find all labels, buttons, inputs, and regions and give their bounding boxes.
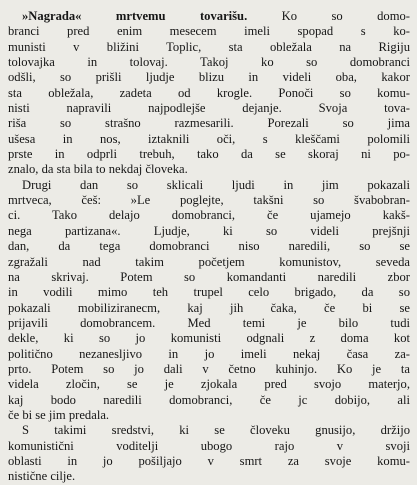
paragraph-1-line-3: munisti v bližini Toplic, sta obležala na Rigiju xyxy=(8,39,410,54)
paragraph-2-line-5: dan, da tega domobranci niso naredili, so se xyxy=(8,239,410,254)
paragraph-2-line-4: nega partizana«. Ljudje, ki so videli prejšnji xyxy=(8,223,410,238)
paragraph-2-line-6: zgražali nad takim početjem komunistov, seveda xyxy=(8,254,410,269)
paragraph-3-line-3: oblasti in jo pošiljajo v smrt za svoje komu- xyxy=(8,453,410,468)
paragraph-2-line-3: ci. Tako delajo domobranci, če ujamejo kakš- xyxy=(8,208,410,223)
paragraph-1-line-1 xyxy=(8,9,410,24)
paragraph-2-line-1: Drugi dan so sklicali ljudi in jim pokazali xyxy=(22,177,410,192)
paragraph-2-line-9: pokazali mobiliziranecm, kaj jih čaka, če bi se xyxy=(8,300,410,315)
paragraph-1-line-11: znalo, da sta bila to nekdaj človeka. xyxy=(8,162,188,177)
paragraph-1-line-10: prste in odprli trebuh, tako da se skoraj ni po- xyxy=(8,147,410,162)
paragraph-3-line-2: komunistični voditelji ubogo rajo v svoji xyxy=(8,438,410,453)
paragraph-2-line-16: če bi se jim predala. xyxy=(8,407,110,422)
paragraph-1-line-9: ušesa in nos, iztaknili oči, s kleščami polomili xyxy=(8,131,410,146)
paragraph-2-line-11: dekle, ki so jo komunisti odgnali z doma kot xyxy=(8,331,410,346)
paragraph-1-line-5: odšli, so prišli ljudje blizu in videli oba, kakor xyxy=(8,70,410,85)
paragraph-2-line-7: na skrivaj. Potem so komandanti naredili zbor xyxy=(8,269,410,284)
paragraph-1-line-6: sta obležala, zadeta od krogle. Ponoči so komu- xyxy=(8,85,410,100)
paragraph-2-line-15: kaj bodo naredili domobranci, če jc dobijo, ali xyxy=(8,392,410,407)
article-title: »Nagrada« mrtvemu tovarišu. xyxy=(22,9,248,23)
paragraph-3-line-4: nistične cilje. xyxy=(8,469,76,484)
paragraph-2-line-12: politično nezanesljivo in jo imeli nekaj časa za- xyxy=(8,346,410,361)
paragraph-2-line-14: videla zločin, se je zjokala pred svojo materjo, xyxy=(8,377,410,392)
paragraph-1-line-2: branci pred enim mesecem imeli spopad s ko- xyxy=(8,24,410,39)
paragraph-3-line-1: S takimi sredstvi, ki se človeku gnusijo, držijo xyxy=(22,423,410,438)
paragraph-2-line-8: in vodili mimo teh trupel celo brigado, da so xyxy=(8,285,410,300)
paragraph-1-line-7: nisti napravili najpodlejše dejanje. Svoja tova- xyxy=(8,101,410,116)
paragraph-1-line-4: tolovajka in tolovaj. Takoj ko so domobranci xyxy=(8,55,410,70)
paragraph-2-line-2: mrtveca, češ: »Le poglejte, takšni so švabobran- xyxy=(8,193,410,208)
paragraph-2-line-10: prijavili domobrancem. Med temi je bilo tudi xyxy=(8,315,410,330)
paragraph-1-line-8: riša so strašno razmesarili. Porezali so jima xyxy=(8,116,410,131)
paragraph-2-line-13: prto. Potem so jo dali v četno kuhinjo. Ko je ta xyxy=(8,361,410,376)
paragraph-1-line-1-text: Ko so domo- xyxy=(281,9,410,23)
